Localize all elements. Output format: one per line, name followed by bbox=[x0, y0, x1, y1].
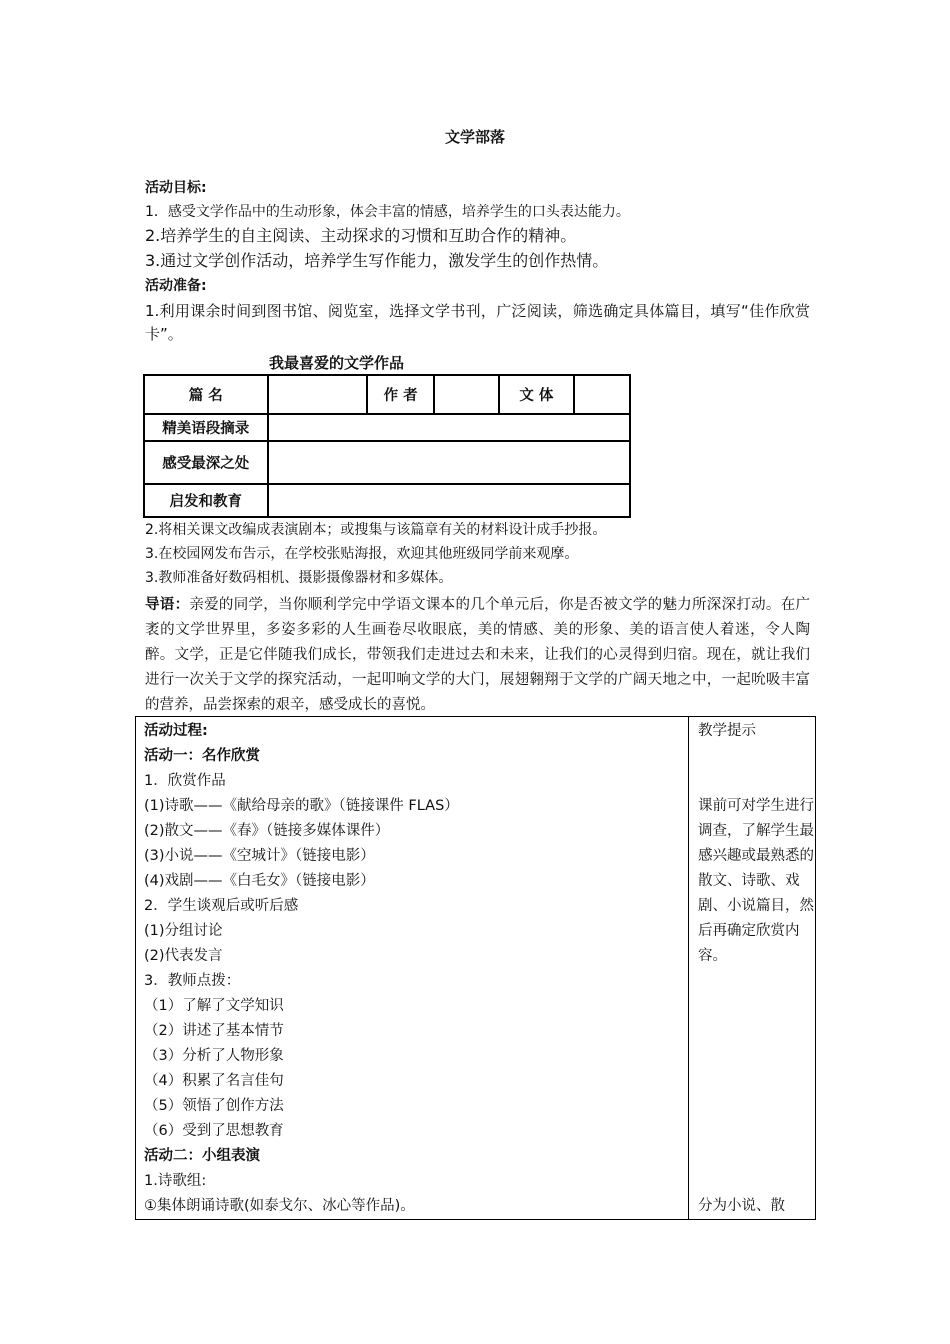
process-column bbox=[136, 717, 689, 1220]
intro-text: 亲爱的同学，当你顺利学完中学语文课本的几个单元后，你是否被文学的魅力所深深打动。在广袤的文学世界里，多姿多彩的人生画卷尽收眼底，美的情感、美的形象、美的语言使人着迷，令人陶醉。文学，正是它伴随我们成长，带领我们走进过去和未来，让我们的心灵得到归宿。现在，就让我们进行一次关于文学的探究活动，一起叩响文学的大门，展翅翱翔于文学的广阔天地之中，一起吮吸丰富的营养，品尝探索的艰辛，感受成长的喜悦。 bbox=[145, 597, 811, 713]
point-item: （6）受到了思想教育 bbox=[144, 1123, 284, 1139]
prep-item-1: 1.利用课余时间到图书馆、阅览室，选择文学书刊，广泛阅读，筛选确定具体篇目，填写“佳作欣赏卡”。 bbox=[145, 302, 810, 343]
card-author-cell bbox=[434, 375, 499, 414]
card-excerpt-label: 精美语段摘录 bbox=[144, 414, 268, 441]
card-caption: 我最喜爱的文学作品 bbox=[269, 354, 405, 372]
a1-step-3: 3．教师点拨： bbox=[144, 973, 241, 989]
prep-item-3: 3.在校园网发布告示，在学校张贴海报，欢迎其他班级同学前来观摩。 bbox=[145, 546, 579, 562]
card-genre-label: 文 体 bbox=[499, 375, 575, 414]
process-heading: 活动过程: bbox=[144, 723, 208, 739]
a1-step-2: 2．学生谈观后或听后感 bbox=[144, 898, 299, 914]
process-table bbox=[135, 716, 816, 1220]
card-inspiration-cell bbox=[268, 484, 631, 517]
activity-one-title: 活动一：名作欣赏 bbox=[144, 748, 260, 764]
discuss-item: (2)代表发言 bbox=[144, 948, 223, 964]
intro-paragraph bbox=[145, 593, 810, 718]
tips-heading: 教学提示 bbox=[698, 723, 756, 739]
work-item: (4)戏剧——《白毛女》（链接电影） bbox=[144, 873, 375, 889]
tip-2: 分为小说、散 bbox=[698, 1198, 785, 1214]
a2-item-1: ①集体朗诵诗歌(如泰戈尔、冰心等作品)。 bbox=[144, 1198, 415, 1214]
prep-item-2: 2.将相关课文改编成表演剧本；或搜集与该篇章有关的材料设计成手抄报。 bbox=[145, 522, 607, 538]
point-item: （5）领悟了创作方法 bbox=[144, 1098, 284, 1114]
card-inspiration-label: 启发和教育 bbox=[144, 484, 268, 517]
point-item: （4）积累了名言佳句 bbox=[144, 1073, 284, 1089]
prep-heading: 活动准备: bbox=[145, 278, 207, 294]
point-item: （1）了解了文学知识 bbox=[144, 998, 284, 1014]
goal-item-2: 2.培养学生的自主阅读、主动探求的习惯和互助合作的精神。 bbox=[145, 226, 577, 245]
point-item: （2）讲述了基本情节 bbox=[144, 1023, 284, 1039]
tip-1: 课前可对学生进行调查，了解学生最感兴趣或最熟悉的散文、诗歌、戏剧、小说篇目，然后再确定欣赏内容。 bbox=[698, 798, 814, 964]
card-author-label: 作 者 bbox=[367, 375, 434, 414]
tips-column bbox=[689, 717, 816, 1220]
a2-step-1: 1.诗歌组: bbox=[144, 1173, 207, 1189]
goals-heading: 活动目标: bbox=[145, 180, 207, 196]
card-title-cell bbox=[268, 375, 368, 414]
prep-item-4: 3.教师准备好数码相机、摄影摄像器材和多媒体。 bbox=[145, 570, 453, 586]
work-item: (3)小说——《空城计》（链接电影） bbox=[144, 848, 375, 864]
appreciation-card bbox=[143, 374, 631, 518]
card-genre-cell bbox=[574, 375, 630, 414]
work-item: (2)散文——《春》（链接多媒体课件） bbox=[144, 823, 390, 839]
card-excerpt-cell bbox=[268, 414, 631, 441]
activity-two-title: 活动二：小组表演 bbox=[144, 1148, 260, 1164]
card-feeling-cell bbox=[268, 441, 631, 484]
discuss-item: (1)分组讨论 bbox=[144, 923, 223, 939]
card-title-label: 篇 名 bbox=[144, 375, 268, 414]
a1-step-1: 1．欣赏作品 bbox=[144, 773, 226, 789]
page-title: 文学部落 bbox=[444, 128, 505, 146]
card-feeling-label: 感受最深之处 bbox=[144, 441, 268, 484]
goal-item-1: 1．感受文学作品中的生动形象，体会丰富的情感，培养学生的口头表达能力。 bbox=[145, 204, 630, 220]
work-item: (1)诗歌——《献给母亲的歌》（链接课件 FLAS） bbox=[144, 798, 459, 814]
point-item: （3）分析了人物形象 bbox=[144, 1048, 284, 1064]
goal-item-3: 3.通过文学创作活动，培养学生写作能力，激发学生的创作热情。 bbox=[145, 251, 609, 270]
intro-label: 导语： bbox=[145, 597, 190, 613]
